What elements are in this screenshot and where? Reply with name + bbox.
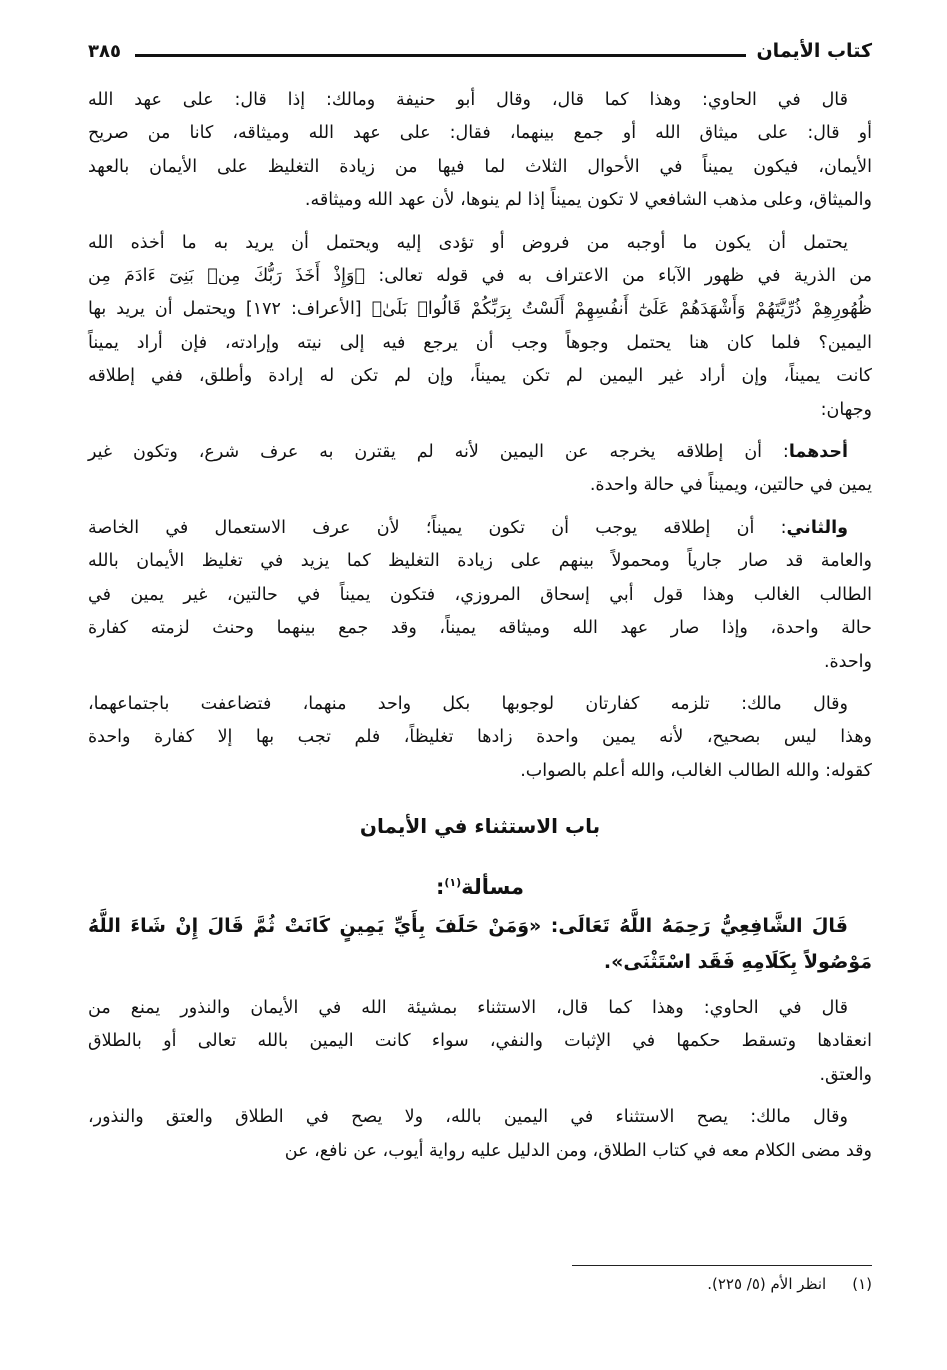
footnote-ref[interactable]: (١) bbox=[444, 875, 462, 889]
text-line bbox=[88, 436, 872, 469]
footnote-text: انظر الأم (٥/ ٢٢٥). bbox=[707, 1275, 827, 1293]
text-line: كانت يميناً، وإن أراد غير اليمين لم تكن يميناً، وإن لم تكن له إرادة وأطلق، ففي إطلاقه bbox=[88, 366, 872, 387]
text-line: يحتمل أن يكون ما أوجبه من فروض أو تؤدى إليه ويحتمل أن يريد به ما أخذه الله bbox=[88, 232, 848, 253]
text-line: أو قال: على ميثاق الله أو جمع بينهما، فقال: على عهد الله وميثاقه، كانا من صريح bbox=[88, 123, 872, 144]
matn-line: مَوْصُولاً بِكَلَامِهِ فَقَد اسْتَثْنَى». bbox=[603, 950, 872, 973]
footnote-number: (١) bbox=[852, 1275, 872, 1293]
footnote bbox=[707, 1275, 872, 1293]
page-number: ٣٨٥ bbox=[88, 40, 121, 62]
paragraph bbox=[88, 1101, 872, 1168]
masala-colon: : bbox=[435, 874, 445, 899]
masala-label: مسألة bbox=[461, 874, 525, 899]
text-line: كقوله: والله الطالب الغالب، والله أعلم بالصواب. bbox=[520, 760, 872, 781]
text-line: انعقادها وتسقط حكمها في الإثبات والنفي، سواء كانت اليمين بالله تعالى أو بالطلاق bbox=[88, 1031, 872, 1052]
text-line: من الذرية في ظهور الآباء من الاعتراف به في قوله تعالى: ﴿وَإِذْ أَخَذَ رَبُّكَ مِنۢ بَنِىٓ ءَادَمَ مِن bbox=[88, 266, 872, 287]
text-line: يمين في حالتين، ويميناً في حالة واحدة. bbox=[589, 475, 872, 496]
text-line: الأيمان، فيكون يميناً في الأحوال الثلاث لما فيها من زيادة التغليظ على الأيمان بالعهد bbox=[88, 156, 872, 177]
text-line: واحدة. bbox=[823, 651, 872, 672]
main-text bbox=[88, 84, 872, 1177]
paragraph bbox=[88, 688, 872, 788]
text-line: وجهان: bbox=[820, 399, 872, 420]
text-line: قال في الحاوي: وهذا كما قال، وقال أبو حنيفة ومالك: إذا قال: على عهد الله bbox=[88, 90, 848, 110]
header-rule bbox=[135, 54, 747, 57]
text-line: وهذا ليس بصحيح، لأنه يمين واحدة زادها تغليظاً، فلم تجب بها إلا كفارة واحدة bbox=[88, 727, 872, 748]
footnote-rule bbox=[572, 1265, 872, 1266]
text-line: والعامة قد صار جارياً ومحمولاً بينهم على زيادة التغليظ كما يزيد في تغليظ الأيمان بالله bbox=[88, 551, 872, 572]
text-line: حالة واحدة، وإذا صار عهد الله وميثاقه يميناً، وقد جمع بينهما وحنث لزمته كفارة bbox=[88, 618, 872, 639]
paragraph-label: والثاني bbox=[786, 517, 848, 538]
text-line: ظُهُورِهِمْ ذُرِّيَّتَهُمْ وَأَشْهَدَهُمْ عَلَىٰٓ أَنفُسِهِمْ أَلَسْتُ بِرَبِّكُمْ قَالُوا۟ بَلَىٰ﴾ [الأعراف: ١٧٢] ويحتمل أن يريد بها bbox=[88, 299, 872, 320]
running-title: كتاب الأيمان bbox=[756, 40, 872, 62]
text-line: وقال مالك: يصح الاستثناء في اليمين بالله، ولا يصح في الطلاق والعتق والنذور، bbox=[88, 1107, 848, 1128]
paragraph bbox=[88, 227, 872, 427]
text-line: اليمين؟ فلما كان هنا يحتمل وجوهاً وجب أن يرجع فيه إلى نيته وإرادته، فإن أراد يميناً bbox=[88, 332, 872, 353]
text-line: قال في الحاوي: وهذا كما قال، الاستثناء بمشيئة الله في الأيمان والنذور يمنع من bbox=[88, 997, 848, 1018]
matn-line: قَالَ الشَّافِعِيُّ رَحِمَهُ اللَّهُ تَعَالَى: «وَمَنْ حَلَفَ بِأَيِّ يَمِينٍ كَانَتْ ثُمَّ قَالَ إِنْ شَاءَ اللَّهُ bbox=[88, 914, 848, 937]
paragraph bbox=[88, 84, 872, 218]
line-text: : أن إطلاقه يخرجه عن اليمين لأنه لم يقترن به عرف شرع، وتكون غير bbox=[88, 442, 789, 463]
running-header bbox=[88, 34, 872, 68]
paragraph bbox=[88, 512, 872, 679]
text-line: والعتق. bbox=[819, 1064, 872, 1085]
paragraph bbox=[88, 992, 872, 1092]
paragraph-label: أحدهما bbox=[788, 442, 848, 463]
text-line: الطالب الغالب وهذا قول أبي إسحاق المروزي، فتكون يميناً في حالتين، غير يمين في bbox=[88, 584, 872, 605]
text-line: وقال مالك: تلزمه كفارتان لوجوبها بكل واحد منهما، فتضاعفت باجتماعهما، bbox=[88, 693, 848, 714]
masala-heading bbox=[88, 866, 872, 904]
line-text: : أن إطلاقه يوجب أن تكون يميناً؛ لأن عرف الاستعمال في الخاصة bbox=[88, 517, 787, 538]
text-line: والميثاق، وعلى مذهب الشافعي لا تكون يميناً إذا لم ينوها، لأن عهد الله وميثاقه. bbox=[304, 190, 872, 211]
text-line: وقد مضى الكلام معه في كتاب الطلاق، ومن الدليل عليه رواية أيوب، عن نافع، عن bbox=[284, 1140, 872, 1161]
matn-quote bbox=[88, 908, 872, 980]
section-heading: باب الاستثناء في الأيمان bbox=[359, 814, 601, 839]
paragraph bbox=[88, 436, 872, 503]
text-line bbox=[88, 512, 872, 545]
